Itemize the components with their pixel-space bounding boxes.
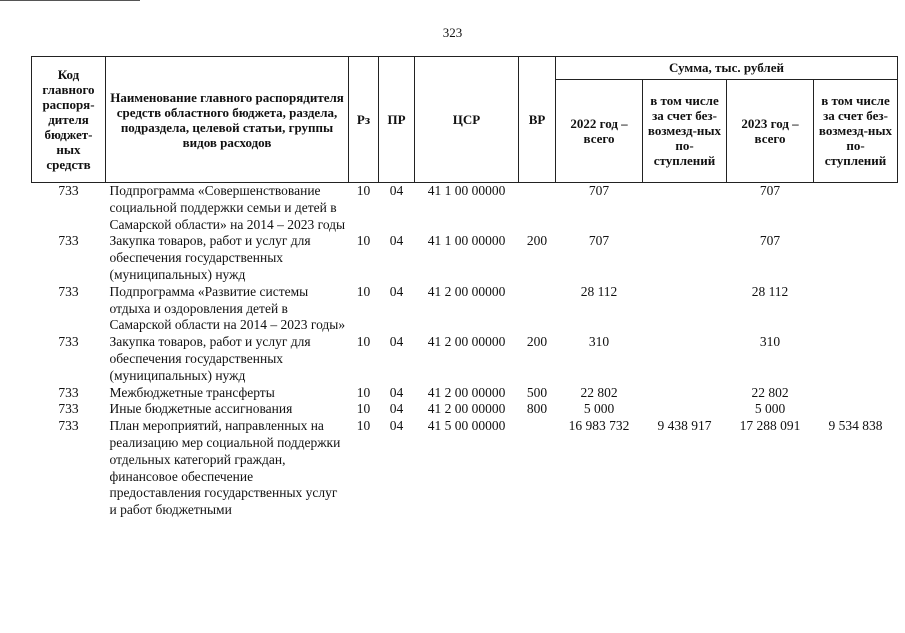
cell-2022-total: 22 802: [580, 384, 618, 400]
table-row: [32, 233, 898, 283]
cell-2023-free: [814, 334, 898, 384]
header-2023-free: в том числе за счет без-возмезд-ных по-ступлений: [814, 79, 898, 182]
header-name: Наименование главного распорядителя средств областного бюджета, раздела, подраздела, целевой статьи, группы видов расходов: [106, 57, 349, 183]
cell-csr: 41 1 00 00000: [427, 233, 506, 249]
header-csr: ЦСР: [415, 57, 519, 183]
table-row: [32, 284, 898, 334]
cell-rz: 10: [356, 183, 371, 198]
cell-csr: 41 2 00 00000: [427, 401, 506, 417]
cell-code: 733: [58, 418, 79, 434]
table-row: [32, 401, 898, 418]
cell-rz: 10: [356, 283, 371, 299]
cell-pr: 04: [389, 183, 404, 198]
cell-name: Иные бюджетные ассигнования: [109, 401, 293, 417]
cell-vr: 800: [526, 401, 548, 417]
cell-vr: [519, 284, 556, 334]
cell-vr: 200: [526, 334, 548, 350]
cell-2023-free: 9 534 838: [828, 418, 883, 434]
table-row: [32, 385, 898, 402]
cell-2022-free: [643, 284, 727, 334]
cell-2022-free: [643, 385, 727, 402]
table-row: [32, 334, 898, 384]
cell-pr: 04: [389, 418, 404, 434]
header-2023-total: 2023 год – всего: [727, 79, 814, 182]
cell-code: 733: [58, 334, 79, 350]
cell-code: 733: [58, 384, 79, 400]
table-body: [32, 183, 898, 519]
cell-pr: 04: [389, 384, 404, 400]
header-pr: ПР: [379, 57, 415, 183]
cell-2023-free: [814, 233, 898, 283]
cell-name: Закупка товаров, работ и услуг для обеспечения государственных (муниципальных) нужд: [109, 233, 311, 282]
cell-vr: 200: [526, 233, 548, 249]
cell-name: Межбюджетные трансферты: [109, 384, 275, 400]
cell-2023-free: [814, 183, 898, 234]
cell-2023-total: 707: [759, 183, 781, 198]
cell-2022-free: [643, 401, 727, 418]
header-2022-free: в том числе за счет без-возмезд-ных по-ступлений: [643, 79, 727, 182]
cell-2022-free: [643, 233, 727, 283]
cell-2022-free: 9 438 917: [657, 418, 712, 434]
cell-2023-total: 707: [759, 233, 781, 249]
cell-pr: 04: [389, 401, 404, 417]
cell-2023-total: 22 802: [751, 384, 789, 400]
cell-2023-total: 17 288 091: [739, 418, 801, 434]
cell-2022-total: 5 000: [583, 401, 615, 417]
header-vr: ВР: [519, 57, 556, 183]
header-rz: Рз: [349, 57, 379, 183]
cell-2023-free: [814, 401, 898, 418]
header-sum-group: Сумма, тыс. рублей: [556, 57, 898, 80]
cell-name: Закупка товаров, работ и услуг для обеспечения государственных (муниципальных) нужд: [109, 334, 311, 383]
cell-csr: 41 1 00 00000: [427, 183, 506, 198]
cell-code: 733: [58, 183, 79, 198]
cell-code: 733: [58, 233, 79, 249]
cell-rz: 10: [356, 233, 371, 249]
cell-2022-total: 310: [588, 334, 610, 350]
cell-rz: 10: [356, 401, 371, 417]
cell-pr: 04: [389, 334, 404, 350]
cell-2023-free: [814, 284, 898, 334]
cell-2022-total: 28 112: [580, 283, 618, 299]
cell-2022-total: 707: [588, 183, 610, 198]
page-number: 323: [442, 25, 463, 40]
cell-name: Подпрограмма «Развитие системы отдыха и оздоровления детей в Самарской области на 2014 – 2023 годы»: [109, 283, 346, 333]
scan-artifact-line: [0, 0, 140, 4]
cell-rz: 10: [356, 384, 371, 400]
cell-csr: 41 5 00 00000: [427, 418, 506, 434]
cell-code: 733: [58, 401, 79, 417]
cell-csr: 41 2 00 00000: [427, 384, 506, 400]
cell-csr: 41 2 00 00000: [427, 334, 506, 350]
cell-code: 733: [58, 283, 79, 299]
cell-2023-free: [814, 385, 898, 402]
cell-2023-total: 310: [759, 334, 781, 350]
cell-vr: [519, 183, 556, 234]
cell-vr: 500: [526, 384, 548, 400]
cell-name: Подпрограмма «Совершенствование социальной поддержки семьи и детей в Самарской области» на 2014 – 2023 годы: [109, 183, 346, 232]
header-2022-total: 2022 год – всего: [556, 79, 643, 182]
budget-table-container: [31, 56, 897, 519]
cell-2022-free: [643, 183, 727, 234]
cell-2023-total: 28 112: [751, 283, 789, 299]
cell-2022-total: 707: [588, 233, 610, 249]
cell-rz: 10: [356, 334, 371, 350]
budget-table: [31, 56, 898, 519]
table-row: [32, 418, 898, 519]
cell-pr: 04: [389, 283, 404, 299]
cell-csr: 41 2 00 00000: [427, 283, 506, 299]
cell-2022-free: [643, 334, 727, 384]
cell-2023-total: 5 000: [754, 401, 786, 417]
cell-vr: [519, 418, 556, 519]
cell-name: План мероприятий, направленных на реализацию мер социальной поддержки отдельных категорий граждан, финансовое обеспечение предоставления государственных услуг и работ бюджетными: [109, 418, 341, 518]
cell-pr: 04: [389, 233, 404, 249]
table-row: [32, 183, 898, 234]
cell-rz: 10: [356, 418, 371, 434]
cell-2022-total: 16 983 732: [568, 418, 630, 434]
header-code: Код главного распоря-дителя бюджет-ных средств: [32, 57, 106, 183]
